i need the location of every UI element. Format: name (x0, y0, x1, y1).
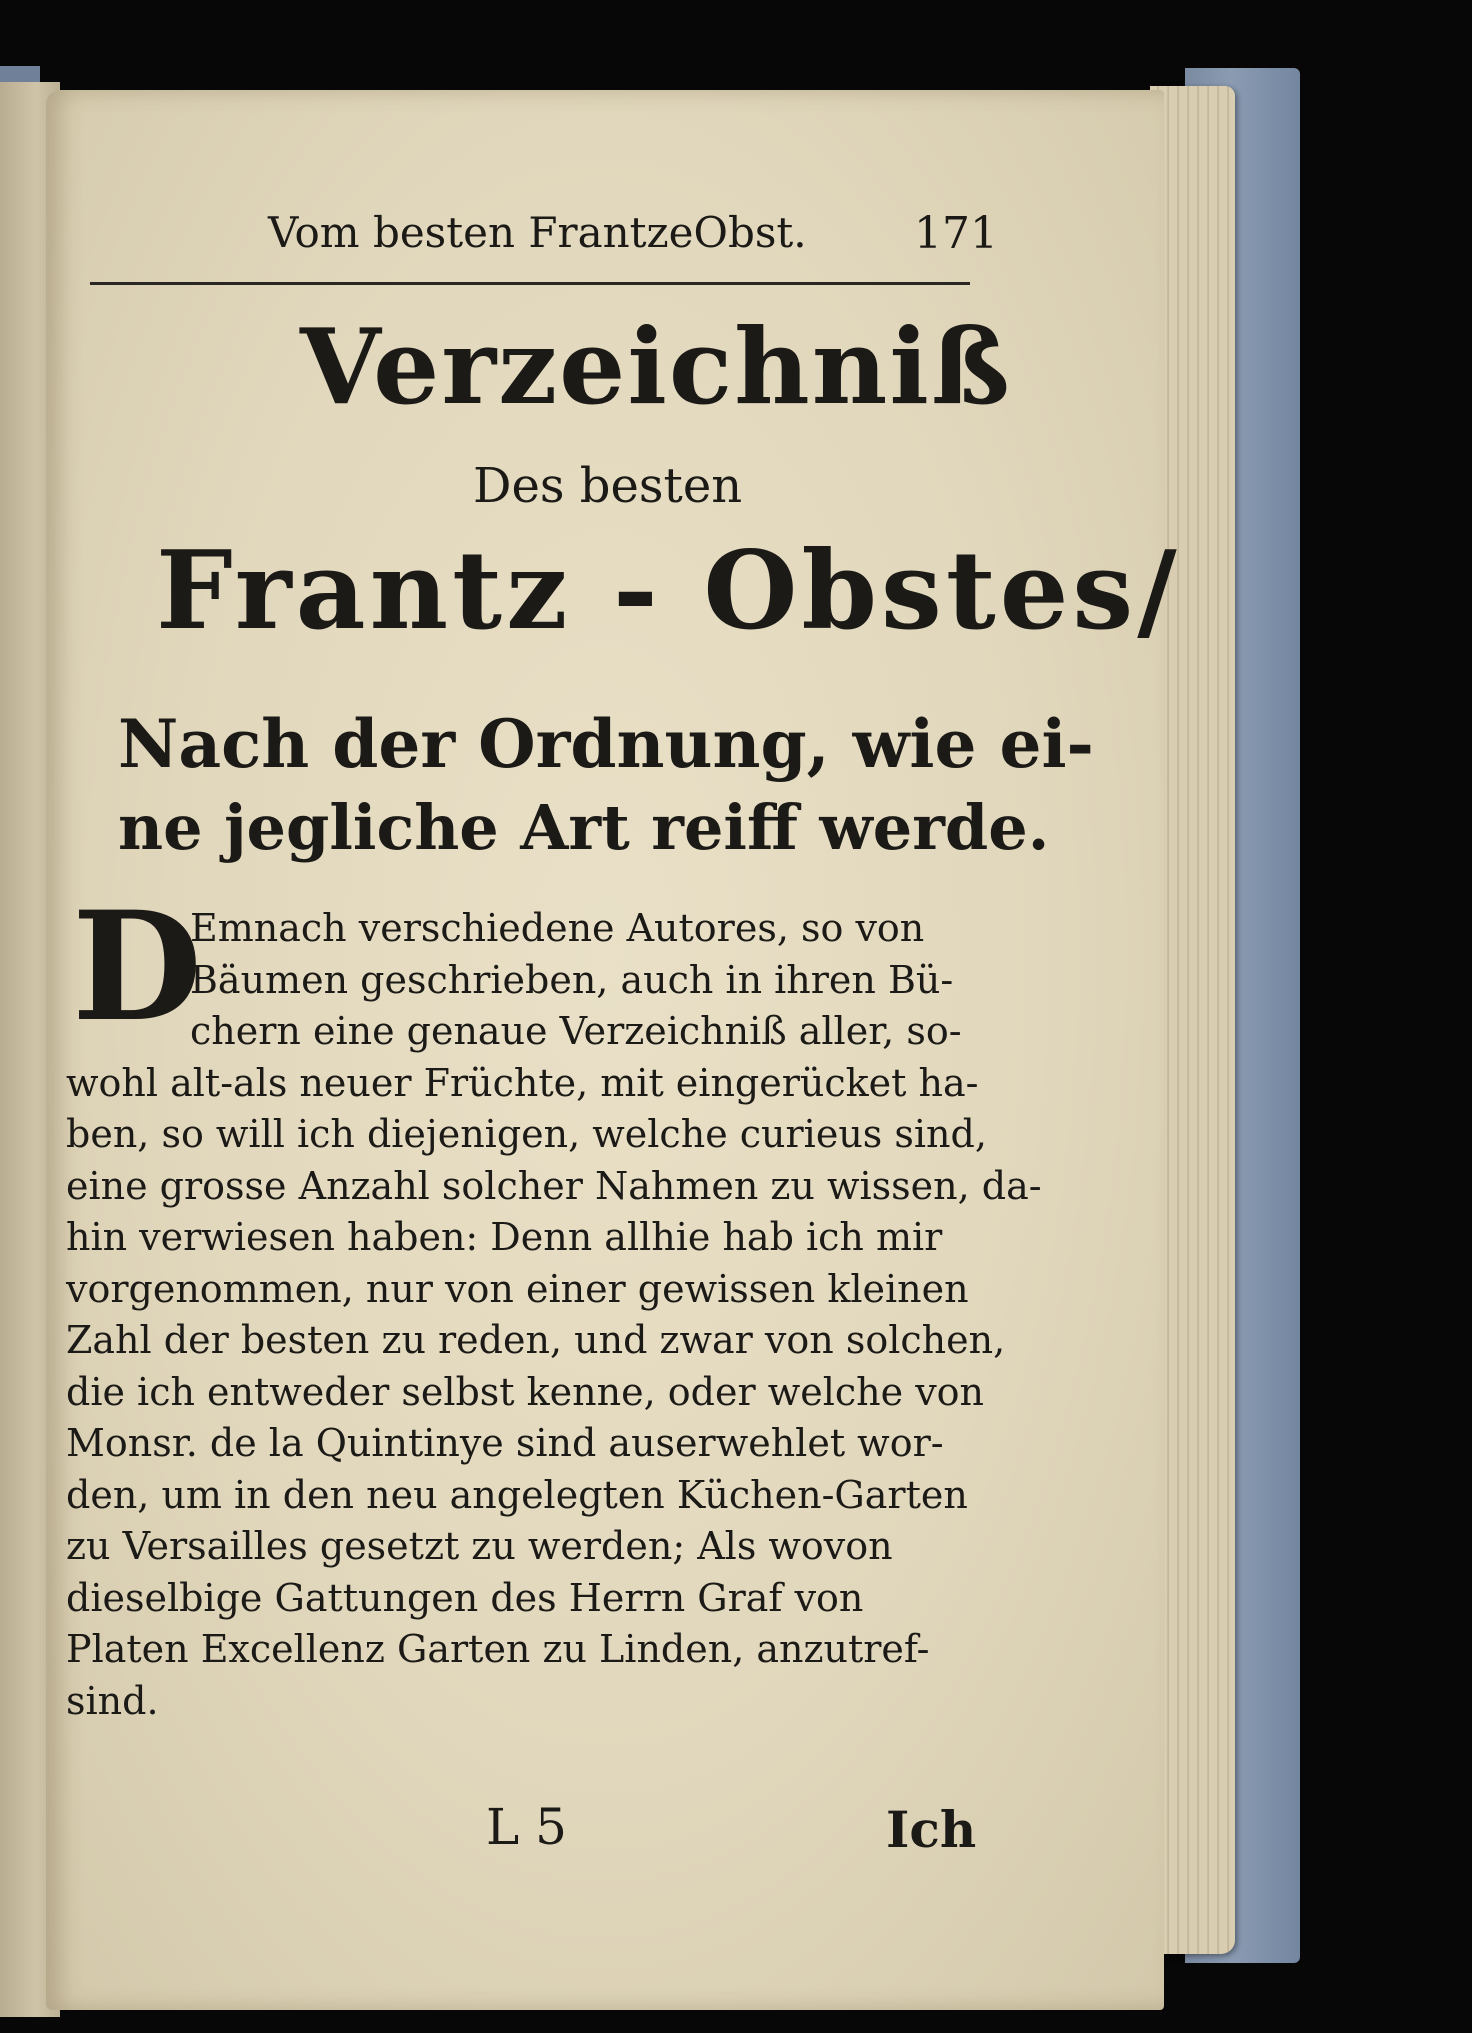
body-line: chern eine genaue Verzeichniß aller, so- (190, 1009, 962, 1053)
body-line: Bäumen geschrieben, auch in ihren Bü- (190, 958, 954, 1002)
title-line-2: Des besten (473, 458, 743, 514)
title-line-4: Nach der Ordnung, wie ei- (118, 705, 1094, 783)
body-line: vorgenommen, nur von einer gewissen kleinen (66, 1267, 969, 1311)
body-line: zu Versailles gesetzt zu werden; Als wovon (66, 1524, 893, 1568)
catchword: Ich (886, 1800, 977, 1859)
signature-mark: L 5 (486, 1798, 567, 1856)
body-line: Emnach verschiedene Autores, so von (190, 906, 925, 950)
body-line: sind. (66, 1679, 159, 1723)
body-line: dieselbige Gattungen des Herrn Graf von (66, 1576, 864, 1620)
body-line: die ich entweder selbst kenne, oder welche von (66, 1370, 985, 1414)
body-line: hin verwiesen haben: Denn allhie hab ich mir (66, 1215, 943, 1259)
title-line-5: ne jegliche Art reiff werde. (118, 791, 1050, 864)
body-line: den, um in den neu angelegten Küchen-Garten (66, 1473, 968, 1517)
body-line: Zahl der besten zu reden, und zwar von solchen, (66, 1318, 1006, 1362)
title-line-1: Verzeichniß (300, 305, 1012, 428)
running-head: Vom besten FrantzeObst. (268, 208, 807, 257)
body-line: Platen Excellenz Garten zu Linden, anzutref- (66, 1627, 930, 1671)
page-number: 171 (914, 208, 998, 259)
header-rule (90, 282, 970, 285)
body-line: ben, so will ich diejenigen, welche curieus sind, (66, 1112, 987, 1156)
drop-cap: D (72, 879, 203, 1055)
body-line: Monsr. de la Quintinye sind auserwehlet wor- (66, 1421, 944, 1465)
body-line: eine grosse Anzahl solcher Nahmen zu wissen, da- (66, 1164, 1042, 1208)
title-line-3: Frantz - Obstes/ (156, 528, 1181, 654)
body-line: wohl alt-als neuer Früchte, mit eingerücket ha- (66, 1061, 979, 1105)
